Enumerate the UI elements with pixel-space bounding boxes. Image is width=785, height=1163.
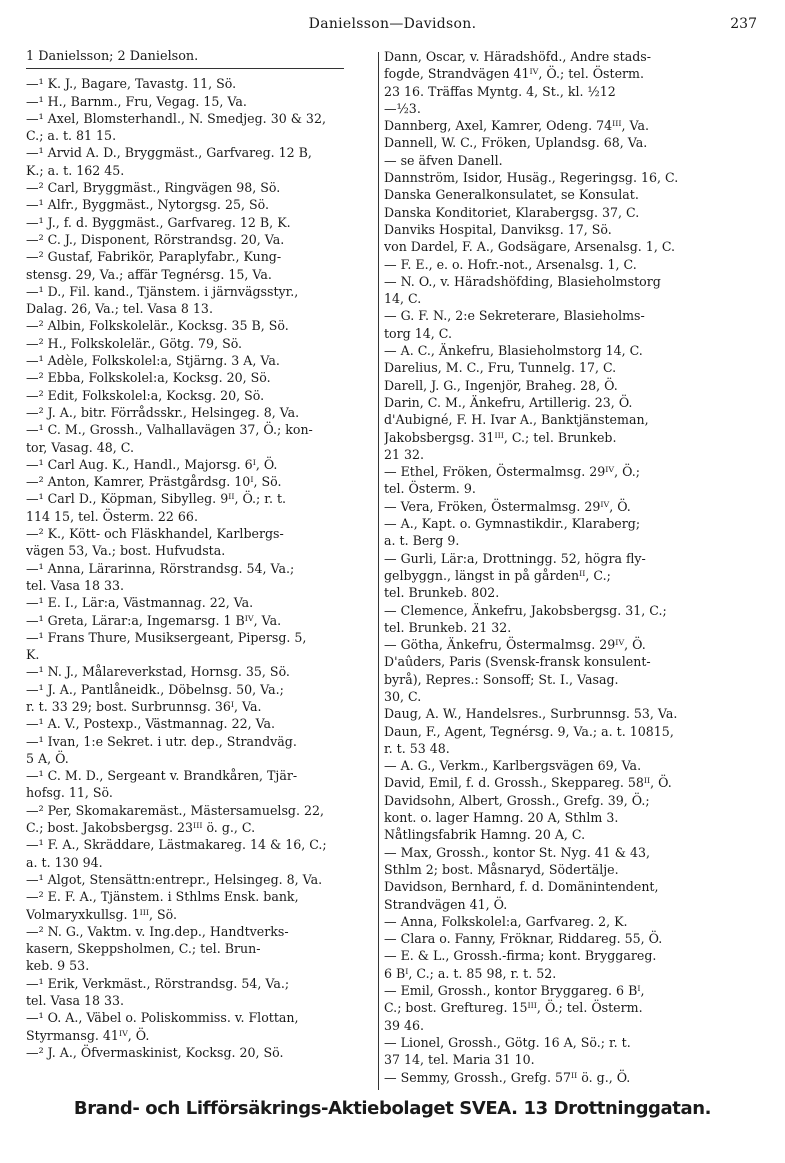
entry-line: fogde, Strandvägen 41ᴵⱽ, Ö.; tel. Österm. bbox=[384, 66, 645, 82]
entry-line: —¹ J., f. d. Byggmäst., Garfvareg. 12 B, K. bbox=[26, 214, 291, 230]
entry-line: —¹ Alfr., Byggmäst., Nytorgsg. 25, Sö. bbox=[26, 197, 269, 213]
entry-line: tel. Brunkeb. 21 32. bbox=[384, 619, 512, 635]
entry-line: —¹ K. J., Bagare, Tavastg. 11, Sö. bbox=[26, 76, 237, 92]
entry-line: —² Carl, Bryggmäst., Ringvägen 98, Sö. bbox=[26, 180, 281, 196]
entry-line: —¹ Erik, Verkmäst., Rörstrandsg. 54, Va.; bbox=[26, 975, 290, 991]
column-divider bbox=[378, 52, 379, 1090]
entry-line: C.; bost. Greftureg. 15ᴵᴵᴵ, Ö.; tel. Österm. bbox=[384, 1000, 643, 1016]
entry-line: —¹ Algot, Stensättn:entrepr., Helsingeg. 8, Va. bbox=[26, 871, 323, 887]
entry-line: — Clemence, Änkefru, Jakobsbergsg. 31, C.; bbox=[384, 602, 667, 618]
entry-line: tel. Vasa 18 33. bbox=[26, 993, 125, 1009]
entry-line: Dannström, Isidor, Husäg., Regeringsg. 16, C. bbox=[384, 170, 679, 186]
entry-line: —¹ H., Barnm., Fru, Vegag. 15, Va. bbox=[26, 93, 247, 109]
entry-line: Styrmansg. 41ᴵⱽ, Ö. bbox=[26, 1027, 150, 1043]
entry-line: K. bbox=[26, 647, 40, 663]
entry-line: tel. Brunkeb. 802. bbox=[384, 585, 500, 601]
entry-line: tel. Vasa 18 33. bbox=[26, 577, 125, 593]
entry-line: Dalag. 26, Va.; tel. Vasa 8 13. bbox=[26, 301, 213, 317]
entry-line: —¹ E. I., Lär:a, Västmannag. 22, Va. bbox=[26, 595, 254, 611]
running-head bbox=[0, 16, 785, 38]
entry-line: r. t. 33 29; bost. Surbrunnsg. 36ᴵ, Va. bbox=[26, 698, 262, 714]
entry-line: d'Aubigné, F. H. Ivar A., Banktjänsteman, bbox=[384, 412, 649, 428]
entry-line: — Anna, Folkskolel:a, Garfvareg. 2, K. bbox=[384, 913, 628, 929]
entry-line: —² J. A., bitr. Förrådsskr., Helsingeg. 8, Va. bbox=[26, 404, 300, 420]
page-number: 237 bbox=[730, 16, 757, 32]
right-column bbox=[384, 48, 769, 1086]
entry-line: 21 32. bbox=[384, 446, 425, 462]
entry-line: —² N. G., Vaktm. v. Ing.dep., Handtverks- bbox=[26, 923, 289, 939]
entry-line: 6 Bᴵ, C.; a. t. 85 98, r. t. 52. bbox=[384, 965, 557, 981]
entry-line: a. t. 130 94. bbox=[26, 854, 103, 870]
entry-line: —¹ O. A., Väbel o. Poliskommiss. v. Flottan, bbox=[26, 1010, 299, 1026]
header-rule bbox=[26, 68, 344, 69]
entry-line: — A., Kapt. o. Gymnastikdir., Klaraberg; bbox=[384, 516, 641, 532]
entry-line: —¹ Carl D., Köpman, Sibylleg. 9ᴵᴵ, Ö.; r. t. bbox=[26, 491, 287, 507]
entry-line: —² J. A., Öfvermaskinist, Kocksg. 20, Sö. bbox=[26, 1044, 284, 1060]
entry-line: 39 46. bbox=[384, 1017, 425, 1033]
entry-line: C.; bost. Jakobsbergsg. 23ᴵᴵᴵ ö. g., C. bbox=[26, 820, 256, 836]
entry-line: hofsg. 11, Sö. bbox=[26, 785, 113, 801]
entry-line: —¹ Axel, Blomsterhandl., N. Smedjeg. 30 & 32, bbox=[26, 110, 326, 126]
entry-line: —² Ebba, Folkskolel:a, Kocksg. 20, Sö. bbox=[26, 370, 271, 386]
entry-line: —¹ Arvid A. D., Bryggmäst., Garfvareg. 12 B, bbox=[26, 145, 312, 161]
entry-line: vägen 53, Va.; bost. Hufvudsta. bbox=[26, 543, 226, 559]
entry-line: — Gurli, Lär:a, Drottningg. 52, högra fly- bbox=[384, 550, 646, 566]
entry-line: kasern, Skeppsholmen, C.; tel. Brun- bbox=[26, 941, 261, 957]
entry-line: — se äfven Danell. bbox=[384, 152, 503, 168]
entry-line: C.; a. t. 81 15. bbox=[26, 128, 117, 144]
entry-line: r. t. 53 48. bbox=[384, 740, 450, 756]
entry-line: — G. F. N., 2:e Sekreterare, Blasieholms- bbox=[384, 308, 645, 324]
footer-advertisement: Brand- och Lifförsäkrings-Aktiebolaget SVEA. 13 Drottninggatan. bbox=[73, 1098, 712, 1119]
entry-line: 5 A, Ö. bbox=[26, 750, 69, 766]
entry-line: Sthlm 2; bost. Måsnaryd, Södertälje. bbox=[384, 861, 619, 877]
entry-line: Dannell, W. C., Fröken, Uplandsg. 68, Va. bbox=[384, 135, 648, 151]
entry-line: —² H., Folkskolelär., Götg. 79, Sö. bbox=[26, 335, 243, 351]
entry-line: von Dardel, F. A., Godsägare, Arsenalsg. 1, C. bbox=[384, 239, 676, 255]
entry-line: —¹ Frans Thure, Musiksergeant, Pipersg. 5, bbox=[26, 629, 307, 645]
entry-line: — N. O., v. Häradshöfding, Blasieholmstorg bbox=[384, 273, 661, 289]
entry-line: —¹ N. J., Målareverkstad, Hornsg. 35, Sö. bbox=[26, 664, 290, 680]
entry-line: — Semmy, Grossh., Grefg. 57ᴵᴵ ö. g., Ö. bbox=[384, 1069, 631, 1085]
entry-line: 30, C. bbox=[384, 688, 422, 704]
entry-line: Volmaryxkullsg. 1ᴵᴵᴵ, Sö. bbox=[26, 906, 177, 922]
entry-line: — Götha, Änkefru, Östermalmsg. 29ᴵⱽ, Ö. bbox=[384, 637, 646, 653]
entry-line: — Lionel, Grossh., Götg. 16 A, Sö.; r. t. bbox=[384, 1034, 631, 1050]
entry-line: Darell, J. G., Ingenjör, Braheg. 28, Ö. bbox=[384, 377, 618, 393]
entry-line: —² Edit, Folkskolel:a, Kocksg. 20, Sö. bbox=[26, 387, 265, 403]
entry-line: David, Emil, f. d. Grossh., Skeppareg. 58ᴵᴵ, Ö. bbox=[384, 775, 672, 791]
entry-line: — F. E., e. o. Hofr.-not., Arsenalsg. 1, C. bbox=[384, 256, 637, 272]
entry-line: —½3. bbox=[384, 100, 421, 116]
entry-line: —² Anton, Kamrer, Prästgårdsg. 10ᴵ, Sö. bbox=[26, 474, 282, 490]
entry-line: —¹ C. M. D., Sergeant v. Brandkåren, Tjär- bbox=[26, 768, 298, 784]
entry-line: Danviks Hospital, Danviksg. 17, Sö. bbox=[384, 221, 612, 237]
entry-line: K.; a. t. 162 45. bbox=[26, 162, 125, 178]
entry-line: —² Albin, Folkskolelär., Kocksg. 35 B, Sö. bbox=[26, 318, 289, 334]
entry-line: — A. C., Änkefru, Blasieholmstorg 14, C. bbox=[384, 343, 643, 359]
entry-line: 23 16. Träffas Myntg. 4, St., kl. ½12 bbox=[384, 83, 616, 99]
entry-line: Danska Generalkonsulatet, se Konsulat. bbox=[384, 187, 639, 203]
column-header: 1 Danielsson; 2 Danielson. bbox=[26, 49, 199, 64]
entry-line: tel. Österm. 9. bbox=[384, 481, 476, 497]
entry-line: —¹ C. M., Grossh., Valhallavägen 37, Ö.; kon- bbox=[26, 422, 313, 438]
entry-line: — Clara o. Fanny, Fröknar, Riddareg. 55, Ö. bbox=[384, 931, 663, 947]
entry-line: Nåtlingsfabrik Hamng. 20 A, C. bbox=[384, 827, 586, 843]
entry-line: —² E. F. A., Tjänstem. i Sthlms Ensk. bank, bbox=[26, 889, 299, 905]
entry-line: byrå), Repres.: Sonsoff; St. I., Vasag. bbox=[384, 671, 619, 687]
entry-line: —² K., Kött- och Fläskhandel, Karlbergs- bbox=[26, 526, 284, 542]
entry-line: 37 14, tel. Maria 31 10. bbox=[384, 1052, 535, 1068]
entry-line: torg 14, C. bbox=[384, 325, 452, 341]
entry-line: Daug, A. W., Handelsres., Surbrunnsg. 53, Va. bbox=[384, 706, 678, 722]
entry-line: —¹ J. A., Pantlåneidk., Döbelnsg. 50, Va.; bbox=[26, 681, 284, 697]
entry-line: —¹ Adèle, Folkskolel:a, Stjärng. 3 A, Va. bbox=[26, 353, 280, 369]
entry-line: Davidson, Bernhard, f. d. Domänintendent, bbox=[384, 879, 659, 895]
entry-line: —¹ Carl Aug. K., Handl., Majorsg. 6ᴵ, Ö. bbox=[26, 456, 278, 472]
entry-line: —¹ Ivan, 1:e Sekret. i utr. dep., Strandväg. bbox=[26, 733, 297, 749]
entry-line: — A. G., Verkm., Karlbergsvägen 69, Va. bbox=[384, 758, 642, 774]
entry-line: Davidsohn, Albert, Grossh., Grefg. 39, Ö.; bbox=[384, 792, 650, 808]
entry-line: —² Gustaf, Fabrikör, Paraplyfabr., Kung- bbox=[26, 249, 282, 265]
entry-line: —² Per, Skomakaremäst., Mästersamuelsg. 22, bbox=[26, 802, 324, 818]
entry-line: — Max, Grossh., kontor St. Nyg. 41 & 43, bbox=[384, 844, 650, 860]
entry-line: kont. o. lager Hamng. 20 A, Sthlm 3. bbox=[384, 810, 619, 826]
entry-line: Darelius, M. C., Fru, Tunnelg. 17, C. bbox=[384, 360, 617, 376]
entry-line: D'aûders, Paris (Svensk-fransk konsulent- bbox=[384, 654, 651, 670]
entry-line: Danska Konditoriet, Klarabergsg. 37, C. bbox=[384, 204, 640, 220]
entry-line: tor, Vasag. 48, C. bbox=[26, 439, 134, 455]
entry-line: — Vera, Fröken, Östermalmsg. 29ᴵⱽ, Ö. bbox=[384, 498, 631, 514]
entry-line: a. t. Berg 9. bbox=[384, 533, 460, 549]
entry-line: — Emil, Grossh., kontor Bryggareg. 6 Bᴵ, bbox=[384, 983, 645, 999]
entry-line: Dannberg, Axel, Kamrer, Odeng. 74ᴵᴵᴵ, Va. bbox=[384, 118, 649, 134]
entry-line: Darin, C. M., Änkefru, Artillerig. 23, Ö. bbox=[384, 394, 633, 410]
left-column bbox=[26, 48, 376, 1061]
entry-line: —¹ Anna, Lärarinna, Rörstrandsg. 54, Va.; bbox=[26, 560, 295, 576]
entry-line: keb. 9 53. bbox=[26, 958, 90, 974]
entry-line: —² C. J., Disponent, Rörstrandsg. 20, Va. bbox=[26, 231, 285, 247]
entry-line: 114 15, tel. Österm. 22 66. bbox=[26, 508, 198, 524]
entry-line: Daun, F., Agent, Tegnérsg. 9, Va.; a. t. 10815, bbox=[384, 723, 674, 739]
entry-line: gelbyggn., längst in på gårdenᴵᴵ, C.; bbox=[384, 567, 611, 583]
entry-line: — Ethel, Fröken, Östermalmsg. 29ᴵⱽ, Ö.; bbox=[384, 464, 640, 480]
entry-line: stensg. 29, Va.; affär Tegnérsg. 15, Va. bbox=[26, 266, 272, 282]
entry-line: — E. & L., Grossh.-firma; kont. Bryggareg. bbox=[384, 948, 657, 964]
entry-line: 14, C. bbox=[384, 291, 422, 307]
page-title: Danielsson—Davidson. bbox=[308, 16, 477, 32]
entry-line: Dann, Oscar, v. Häradshöfd., Andre stads- bbox=[384, 49, 651, 64]
entry-line: —¹ D., Fil. kand., Tjänstem. i järnvägsstyr., bbox=[26, 283, 299, 299]
entry-line: Strandvägen 41, Ö. bbox=[384, 896, 508, 912]
entry-line: Jakobsbergsg. 31ᴵᴵᴵ, C.; tel. Brunkeb. bbox=[384, 429, 617, 445]
entry-line: —¹ A. V., Postexp., Västmannag. 22, Va. bbox=[26, 716, 276, 732]
entry-line: —¹ Greta, Lärar:a, Ingemarsg. 1 Bᴵⱽ, Va. bbox=[26, 612, 282, 628]
entry-line: —¹ F. A., Skräddare, Lästmakareg. 14 & 16, C.; bbox=[26, 837, 327, 853]
